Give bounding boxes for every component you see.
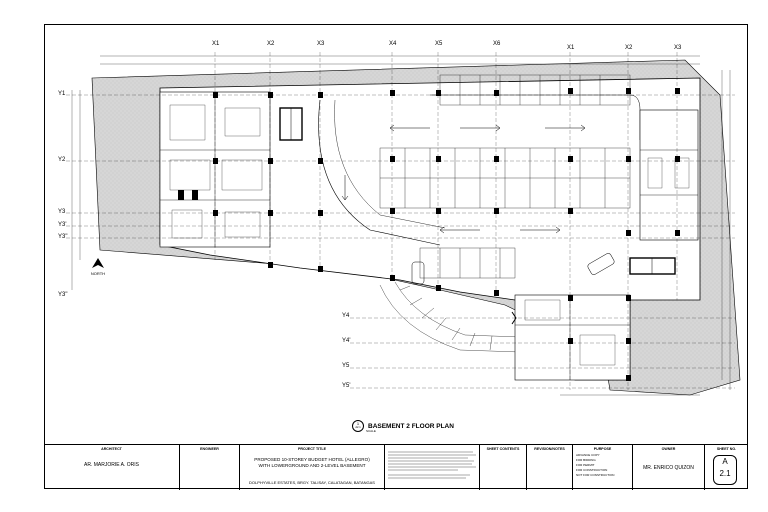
grid-label-x4: X4 <box>389 41 397 47</box>
engineer-cell <box>179 445 239 490</box>
project-title-line2: WITH LOWERGROUND AND 2-LEVEL BASEMENT <box>258 462 366 468</box>
grid-label-y3-double-prime: Y3" <box>58 234 68 240</box>
plan-title-text: BASEMENT 2 FLOOR PLAN <box>368 422 454 430</box>
project-location: DOLPHYVILLE ESTATES, BRGY. TALISAY, CALATAGAN, BATANGAS <box>249 480 375 485</box>
project-title-text <box>242 457 382 468</box>
architect-name: AR. MARJORIE A. ORIS <box>83 462 139 468</box>
purpose-item: FOR BIDDING <box>576 458 596 462</box>
purpose-cell <box>572 445 632 490</box>
plan-tag-top: 1 <box>356 421 360 426</box>
sheet-number-header: SHEET NO. <box>716 447 737 451</box>
notes-text-block <box>388 449 477 483</box>
engineer-header: ENGINEER <box>200 447 219 451</box>
owner-name: MR. ENRICO QUIZON <box>643 465 694 471</box>
general-notes-cell <box>384 445 479 490</box>
plan-tag-bottom: A2.1 <box>355 426 361 429</box>
grid-label-x6: X6 <box>493 41 501 47</box>
grid-label-y3-prime: Y3' <box>58 222 67 228</box>
owner-cell <box>632 445 704 490</box>
project-title-header: PROJECT TITLE <box>298 447 326 451</box>
revision-header: REVISION/NOTES <box>534 447 565 451</box>
grid-label-x2: X2 <box>267 41 275 47</box>
purpose-list <box>576 453 614 478</box>
architect-header: ARCHITECT <box>101 447 122 451</box>
sheet-number-cell <box>704 445 748 490</box>
purpose-item: FOR CONSTRUCTION <box>576 468 608 472</box>
north-arrow <box>90 258 106 276</box>
grid-label-y3-double-prime-lower: Y3" <box>58 292 68 298</box>
plan-title <box>352 420 454 432</box>
project-title-line1: PROPOSED 10-STOREY BUDGET HOTEL (ALLEGRO) <box>254 457 370 462</box>
grid-label-y2: Y2 <box>58 157 66 163</box>
sheet-contents-header: SHEET CONTENTS <box>486 447 520 451</box>
grid-label-y4: Y4 <box>342 313 350 319</box>
north-arrow-icon <box>90 258 106 270</box>
grid-label-x3: X3 <box>317 41 325 47</box>
grid-label-x3-right: X3 <box>674 45 682 51</box>
grid-label-y1: Y1 <box>58 91 66 97</box>
plan-scale-label: SCALE <box>366 429 376 433</box>
grid-label-y5: Y5 <box>342 363 350 369</box>
grid-label-x5: X5 <box>435 41 443 47</box>
sheet-letter: A <box>722 457 728 466</box>
plan-tag-bubble <box>352 420 364 432</box>
owner-header: OWNER <box>661 447 676 451</box>
project-title-cell <box>239 445 384 490</box>
grid-label-y4-prime: Y4' <box>342 338 351 344</box>
sheet-contents-cell <box>479 445 526 490</box>
grid-label-x1-right: X1 <box>567 45 575 51</box>
sheet-number: 2.1 <box>719 469 731 478</box>
grid-label-y3: Y3 <box>58 209 66 215</box>
purpose-item: ADVANCE COPY <box>576 453 600 457</box>
purpose-header: PURPOSE <box>593 447 612 451</box>
grid-label-x2-right: X2 <box>625 45 633 51</box>
north-label: NORTH <box>90 271 106 276</box>
revision-cell <box>526 445 572 490</box>
general-notes <box>388 449 476 485</box>
purpose-item: FOR PERMIT <box>576 463 595 467</box>
purpose-item: NOT FOR CONSTRUCTION <box>576 473 615 477</box>
grid-label-y5-prime: Y5' <box>342 383 351 389</box>
title-block <box>44 444 748 490</box>
grid-label-x1: X1 <box>212 41 220 47</box>
architect-cell <box>44 445 179 490</box>
sheet-number-badge <box>713 455 737 485</box>
